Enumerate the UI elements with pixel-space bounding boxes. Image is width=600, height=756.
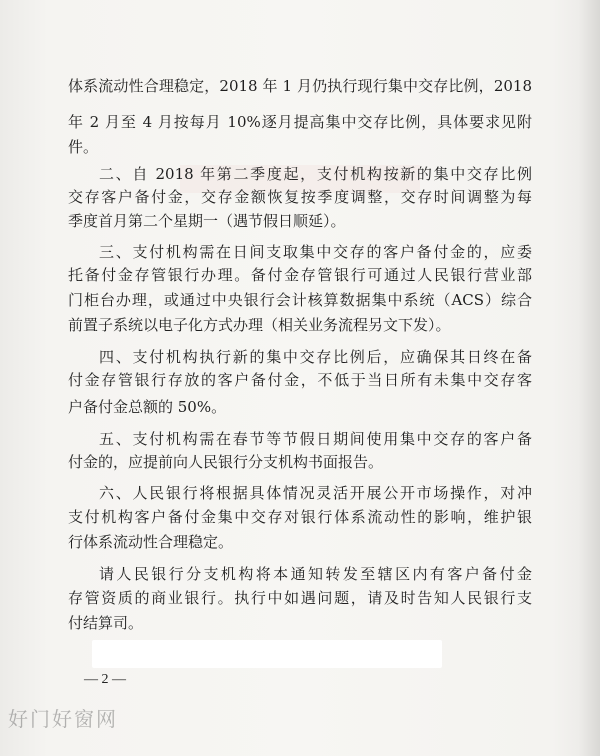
page-edge-shadow [578,0,600,756]
paragraph-line: 前置子系统以电子化方式办理（相关业务流程另文下发）。 [68,316,451,334]
paragraph-line: 件。 [68,138,99,156]
page-number: — 2 — [84,672,126,687]
paragraph-line: 六、人民银行将根据具体情况灵活开展公开市场操作，对冲 [99,484,532,502]
paragraph-line: 交存客户备付金，交存金额恢复按季度调整，交存时间调整为每 [68,188,532,206]
paragraph-line: 托备付金存管银行办理。备付金存管银行可通过人民银行营业部 [68,266,532,284]
paragraph-line: 行体系流动性合理稳定。 [68,533,234,551]
paragraph-line: 二、自 2018 年第二季度起，支付机构按新的集中交存比例 [99,165,532,183]
paragraph-line: 四、支付机构执行新的集中交存比例后，应确保其日终在备 [99,348,532,366]
paragraph-line: 三、支付机构需在日间支取集中交存的客户备付金的，应委 [99,243,532,261]
paragraph-line: 付金的，应提前向人民银行分支机构书面报告。 [68,453,384,471]
paragraph-line: 户备付金总额的 50%。 [68,398,227,416]
paragraph-line: 五、支付机构需在春节等节假日期间使用集中交存的客户备 [99,430,532,448]
paragraph-line: 支付机构客户备付金集中交存对银行体系流动性的影响，维护银 [68,508,532,526]
paragraph-line: 付结算司。 [68,614,144,632]
redacted-area [92,640,442,668]
paragraph-line: 请人民银行分支机构将本通知转发至辖区内有客户备付金 [99,565,532,583]
paragraph-line: 季度首月第二个星期一（遇节假日顺延）。 [68,212,346,230]
paragraph-line: 体系流动性合理稳定，2018 年 1 月仍执行现行集中交存比例，2018 [68,77,532,95]
paragraph-line: 年 2 月至 4 月按每月 10%逐月提高集中交存比例，具体要求见附 [68,113,532,131]
paragraph-line: 付金存管银行存放的客户备付金，不低于当日所有未集中交存客 [68,371,532,389]
paragraph-line: 门柜台办理，或通过中央银行会计核算数据集中系统（ACS）综合 [68,291,532,309]
paragraph-line: 存管资质的商业银行。执行中如遇问题，请及时告知人民银行支 [68,589,532,607]
site-watermark: 好门好窗网 [8,707,118,731]
